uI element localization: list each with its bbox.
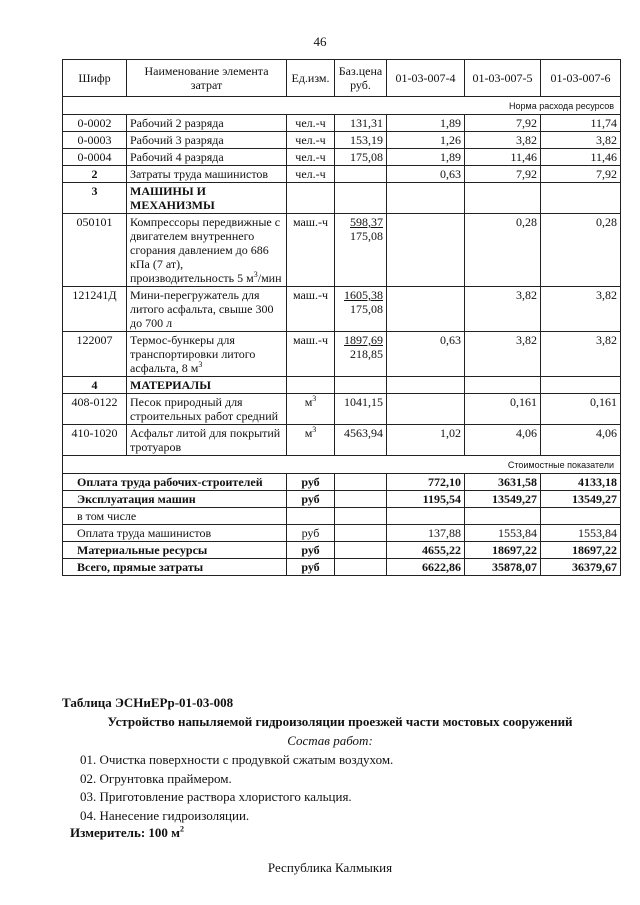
value-cell: 18697,22 xyxy=(541,542,621,559)
value-cell xyxy=(387,287,465,332)
cost-row xyxy=(63,525,621,542)
table-row xyxy=(63,132,621,149)
cost-name: Материальные ресурсы xyxy=(63,542,287,559)
price-base: 1897,69 xyxy=(344,333,383,347)
empty-cell xyxy=(335,525,387,542)
cost-row xyxy=(63,474,621,491)
unit-cell: чел.-ч xyxy=(287,115,335,132)
header-cell: 01-03-007-5 xyxy=(465,60,541,97)
value-cell: 35878,07 xyxy=(465,559,541,576)
value-cell xyxy=(387,214,465,287)
code-cell: 0-0002 xyxy=(63,115,127,132)
value-cell: 7,92 xyxy=(465,166,541,183)
value-cell: 4655,22 xyxy=(387,542,465,559)
table-row xyxy=(63,115,621,132)
table-header-row xyxy=(63,60,621,97)
cost-row xyxy=(63,542,621,559)
section-header-row xyxy=(63,183,621,214)
header-cell: Наименование элемента затрат xyxy=(127,60,287,97)
table-row xyxy=(63,166,621,183)
unit-cell: руб xyxy=(287,542,335,559)
code-cell: 122007 xyxy=(63,332,127,377)
section-heading: МАШИНЫ И МЕХАНИЗМЫ xyxy=(127,183,287,214)
value-cell: 11,46 xyxy=(541,149,621,166)
value-cell: 7,92 xyxy=(541,166,621,183)
empty-cell xyxy=(335,377,387,394)
unit-cell: маш.-ч xyxy=(287,287,335,332)
table-row xyxy=(63,214,621,287)
empty-cell xyxy=(335,559,387,576)
price-cell: 1041,15 xyxy=(335,394,387,425)
value-cell: 0,161 xyxy=(465,394,541,425)
price-cell: 153,19 xyxy=(335,132,387,149)
value-cell: 13549,27 xyxy=(541,491,621,508)
value-cell: 3,82 xyxy=(541,332,621,377)
price-cell xyxy=(335,287,387,332)
empty-cell xyxy=(335,542,387,559)
unit-cell: чел.-ч xyxy=(287,149,335,166)
cost-row xyxy=(63,491,621,508)
value-cell: 36379,67 xyxy=(541,559,621,576)
table-row xyxy=(63,149,621,166)
value-cell: 11,46 xyxy=(465,149,541,166)
section-heading: МАТЕРИАЛЫ xyxy=(127,377,287,394)
empty-cell xyxy=(287,377,335,394)
section-number: 3 xyxy=(63,183,127,214)
name-cell: Компрессоры передвижные с двигателем внутреннего сгорания давлением до 686 кПа (7 ат), производительность 5 $м^3$/мин xyxy=(127,214,287,287)
value-cell: 6622,86 xyxy=(387,559,465,576)
value-cell: 11,74 xyxy=(541,115,621,132)
resource-table xyxy=(62,59,621,576)
value-cell: 137,88 xyxy=(387,525,465,542)
work-item: 01. Очистка поверхности с продувкой сжатым воздухом. xyxy=(80,752,394,767)
price-cell xyxy=(335,332,387,377)
value-cell: 772,10 xyxy=(387,474,465,491)
code-cell: 408-0122 xyxy=(63,394,127,425)
unit-cell: руб xyxy=(287,559,335,576)
next-table-title: Устройство напыляемой гидроизоляции проезжей части мостовых сооружений xyxy=(107,714,573,729)
name-cell: Рабочий 3 разряда xyxy=(127,132,287,149)
value-cell: 0,28 xyxy=(541,214,621,287)
empty-cell xyxy=(335,508,387,525)
empty-cell xyxy=(387,183,465,214)
works-title: Состав работ: xyxy=(287,733,373,748)
price-cell: 175,08 xyxy=(335,149,387,166)
code-cell: 410-1020 xyxy=(63,425,127,456)
value-cell: 1553,84 xyxy=(541,525,621,542)
value-cell: 4,06 xyxy=(541,425,621,456)
cost-name: Оплата труда машинистов xyxy=(63,525,287,542)
page-footer: Республика Калмыкия xyxy=(267,860,393,875)
value-cell: 3,82 xyxy=(465,132,541,149)
section-number: 4 xyxy=(63,377,127,394)
next-table-caption: Таблица ЭСНиЕРр-01-03-008 xyxy=(62,695,234,710)
empty-cell xyxy=(465,183,541,214)
value-cell xyxy=(387,508,465,525)
name-cell: Мини-перегружатель для литого асфальта, свыше 300 до 700 л xyxy=(127,287,287,332)
value-cell: 0,161 xyxy=(541,394,621,425)
cost-name: Всего, прямые затраты xyxy=(63,559,287,576)
header-cell: Баз.цена руб. xyxy=(335,60,387,97)
value-cell: 4133,18 xyxy=(541,474,621,491)
name-cell: Рабочий 4 разряда xyxy=(127,149,287,166)
value-cell: 4,06 xyxy=(465,425,541,456)
value-cell: 1,02 xyxy=(387,425,465,456)
cost-name: Эксплуатация машин xyxy=(63,491,287,508)
empty-cell xyxy=(335,183,387,214)
unit-cell: руб xyxy=(287,525,335,542)
table-row xyxy=(63,287,621,332)
empty-cell xyxy=(541,183,621,214)
value-cell: 3,82 xyxy=(541,287,621,332)
unit-cell: маш.-ч xyxy=(287,332,335,377)
value-cell: 1195,54 xyxy=(387,491,465,508)
work-item: 03. Приготовление раствора хлористого кальция. xyxy=(80,789,352,804)
value-cell: 1553,84 xyxy=(465,525,541,542)
unit-cell: руб xyxy=(287,474,335,491)
table-row xyxy=(63,394,621,425)
empty-cell xyxy=(287,183,335,214)
code-cell: 121241Д xyxy=(63,287,127,332)
empty-cell xyxy=(541,377,621,394)
value-cell: 1,26 xyxy=(387,132,465,149)
value-cell: 1,89 xyxy=(387,115,465,132)
price-base: 598,37 xyxy=(350,215,383,229)
empty-cell xyxy=(335,491,387,508)
header-cell: 01-03-007-6 xyxy=(541,60,621,97)
value-cell xyxy=(541,508,621,525)
section-title: Норма расхода ресурсов xyxy=(63,97,621,115)
unit-cell: чел.-ч xyxy=(287,132,335,149)
name-cell: Термос-бункеры для транспортировки литого асфальта, 8 $м^3$ xyxy=(127,332,287,377)
section-header-row xyxy=(63,377,621,394)
price-cell xyxy=(335,166,387,183)
table-row xyxy=(63,332,621,377)
empty-cell xyxy=(335,474,387,491)
work-item: 04. Нанесение гидроизоляции. xyxy=(80,807,250,823)
code-cell: 0-0003 xyxy=(63,132,127,149)
header-cell: Ед.изм. xyxy=(287,60,335,97)
section-row xyxy=(63,456,621,474)
value-cell: 0,63 xyxy=(387,166,465,183)
unit-cell: $м^3$ xyxy=(287,425,335,456)
price-salary: 175,08 xyxy=(350,302,383,316)
section-title: Стоимостные показатели xyxy=(63,456,621,474)
cost-row xyxy=(63,508,621,525)
unit-cell xyxy=(287,508,335,525)
value-cell: 3631,58 xyxy=(465,474,541,491)
value-cell: 3,82 xyxy=(541,132,621,149)
page-number: 46 xyxy=(313,34,327,49)
value-cell: 18697,22 xyxy=(465,542,541,559)
value-cell: 3,82 xyxy=(465,287,541,332)
empty-cell xyxy=(465,377,541,394)
code-cell: 0-0004 xyxy=(63,149,127,166)
value-cell: 13549,27 xyxy=(465,491,541,508)
value-cell xyxy=(465,508,541,525)
value-cell: 0,28 xyxy=(465,214,541,287)
code-cell: 2 xyxy=(63,166,127,183)
price-salary: 218,85 xyxy=(350,347,383,361)
header-cell: 01-03-007-4 xyxy=(387,60,465,97)
price-base: 1605,38 xyxy=(344,288,383,302)
value-cell: 7,92 xyxy=(465,115,541,132)
name-cell: Затраты труда машинистов xyxy=(127,166,287,183)
unit-cell: маш.-ч xyxy=(287,214,335,287)
name-cell: Песок природный для строительных работ средний xyxy=(127,394,287,425)
price-cell xyxy=(335,214,387,287)
price-salary: 175,08 xyxy=(350,229,383,243)
unit-cell: $м^3$ xyxy=(287,394,335,425)
header-cell: Шифр xyxy=(63,60,127,97)
price-cell: 4563,94 xyxy=(335,425,387,456)
value-cell xyxy=(387,394,465,425)
work-item: 02. Огрунтовка праймером. xyxy=(80,770,232,786)
value-cell: 1,89 xyxy=(387,149,465,166)
empty-cell xyxy=(387,377,465,394)
value-cell: 0,63 xyxy=(387,332,465,377)
code-cell: 050101 xyxy=(63,214,127,287)
measure-label: Измеритель: 100 $м^2$ xyxy=(70,824,185,840)
section-row xyxy=(63,97,621,115)
cost-name: в том числе xyxy=(63,508,287,525)
name-cell: Асфальт литой для покрытий тротуаров xyxy=(127,425,287,456)
price-cell: 131,31 xyxy=(335,115,387,132)
cost-row xyxy=(63,559,621,576)
table-row xyxy=(63,425,621,456)
unit-cell: руб xyxy=(287,491,335,508)
cost-name: Оплата труда рабочих-строителей xyxy=(63,474,287,491)
value-cell: 3,82 xyxy=(465,332,541,377)
name-cell: Рабочий 2 разряда xyxy=(127,115,287,132)
unit-cell: чел.-ч xyxy=(287,166,335,183)
